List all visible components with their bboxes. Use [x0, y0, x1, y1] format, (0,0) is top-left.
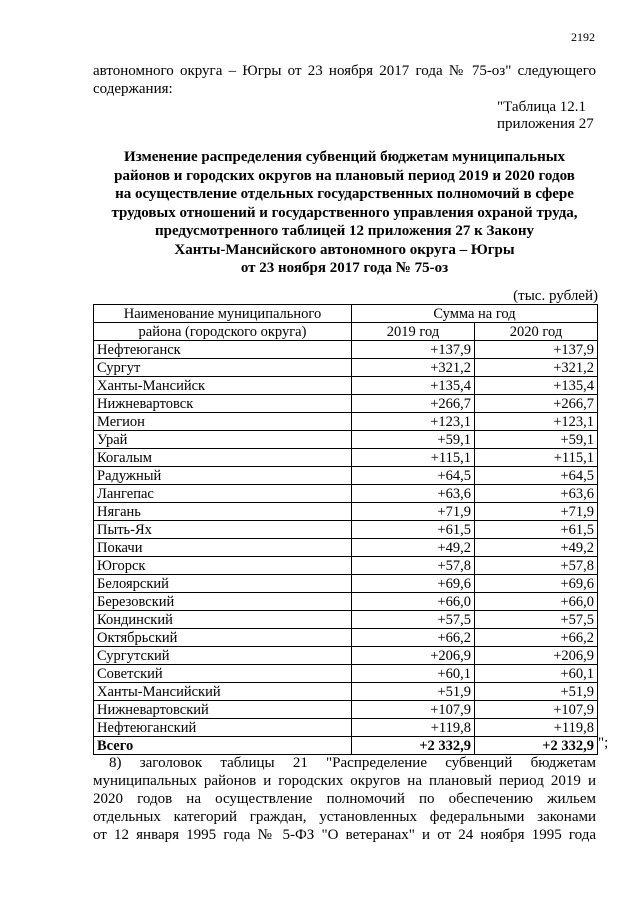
row-name: Нефтеюганский [94, 719, 352, 737]
row-2020: +137,9 [475, 341, 598, 359]
row-2020: +123,1 [475, 413, 598, 431]
total-row [94, 737, 598, 755]
row-2020: +66,0 [475, 593, 598, 611]
row-2019: +66,2 [352, 629, 475, 647]
header-name-line: Наименование муниципального [123, 305, 322, 322]
row-name: Ханты-Мансийск [94, 377, 352, 395]
paragraph-line: отдельных категорий граждан, установленных федеральными законами [93, 809, 596, 825]
row-name: Нижневартовский [94, 701, 352, 719]
closing-mark: "; [598, 735, 609, 751]
row-2020: +63,6 [475, 485, 598, 503]
table-body [94, 341, 598, 755]
table-row [94, 629, 598, 647]
row-name: Урай [94, 431, 352, 449]
table-row [94, 575, 598, 593]
row-2020: +59,1 [475, 431, 598, 449]
table-row [94, 701, 598, 719]
table-row [94, 449, 598, 467]
row-2020: +266,7 [475, 395, 598, 413]
row-2019: +135,4 [352, 377, 475, 395]
row-name: Лангепас [94, 485, 352, 503]
row-2020: +60,1 [475, 665, 598, 683]
row-2019: +49,2 [352, 539, 475, 557]
title-line: трудовых отношений и государственного управления охраной труда, [111, 204, 578, 221]
row-2020: +57,5 [475, 611, 598, 629]
row-2019: +206,9 [352, 647, 475, 665]
row-2020: +64,5 [475, 467, 598, 485]
row-2019: +123,1 [352, 413, 475, 431]
row-name: Югорск [94, 557, 352, 575]
row-2019: +63,6 [352, 485, 475, 503]
header-sum: Сумма на год [352, 305, 598, 323]
intro-line: содержания: [93, 81, 173, 97]
header-name: района (городского округа) [94, 323, 352, 341]
row-2019: +107,9 [352, 701, 475, 719]
header-name [94, 305, 352, 323]
table-row [94, 521, 598, 539]
row-name: Сургутский [94, 647, 352, 665]
title-line: от 23 ноября 2017 года № 75-оз [240, 260, 449, 276]
table-row [94, 539, 598, 557]
table-row [94, 341, 598, 359]
row-2019: +266,7 [352, 395, 475, 413]
table-header-row [94, 305, 598, 323]
row-2020: +61,5 [475, 521, 598, 539]
row-2020: +107,9 [475, 701, 598, 719]
row-2019: +119,8 [352, 719, 475, 737]
title-line: предусмотренного таблицей 12 приложения 27 к Закону [154, 223, 535, 239]
row-2020: +69,6 [475, 575, 598, 593]
row-name: Октябрьский [94, 629, 352, 647]
row-2020: +51,9 [475, 683, 598, 701]
table-row [94, 557, 598, 575]
table-row [94, 503, 598, 521]
table-row [94, 485, 598, 503]
table-row [94, 377, 598, 395]
table-row [94, 611, 598, 629]
row-name: Нефтеюганск [94, 341, 352, 359]
row-name: Когалым [94, 449, 352, 467]
row-2019: +57,5 [352, 611, 475, 629]
row-name: Белоярский [94, 575, 352, 593]
paragraph-line-text: 8) заголовок таблицы 21 "Распределение субвенций бюджетам [109, 755, 596, 771]
row-2020: +115,1 [475, 449, 598, 467]
row-2019: +64,5 [352, 467, 475, 485]
row-2019: +71,9 [352, 503, 475, 521]
title-line: районов и городских округов на плановый период 2019 и 2020 годов [114, 167, 575, 184]
row-2019: +57,8 [352, 557, 475, 575]
row-name: Березовский [94, 593, 352, 611]
table-row [94, 413, 598, 431]
row-2019: +69,6 [352, 575, 475, 593]
subvention-table [93, 304, 598, 755]
table-header-row [94, 323, 598, 341]
table-row [94, 593, 598, 611]
row-name: Сургут [94, 359, 352, 377]
table-row [94, 719, 598, 737]
row-2020: +71,9 [475, 503, 598, 521]
row-2020: +206,9 [475, 647, 598, 665]
row-2019: +61,5 [352, 521, 475, 539]
total-name: Всего [94, 737, 352, 755]
row-name: Пыть-Ях [94, 521, 352, 539]
row-name: Ханты-Мансийский [94, 683, 352, 701]
row-2019: +59,1 [352, 431, 475, 449]
title-line: Изменение распределения субвенций бюджетам муниципальных [124, 149, 565, 165]
row-name: Мегион [94, 413, 352, 431]
table-row [94, 359, 598, 377]
paragraph-line: от 12 января 1995 года № 5-ФЗ "О ветеранах" и от 24 ноября 1995 года [93, 827, 596, 843]
row-name: Покачи [94, 539, 352, 557]
row-2020: +119,8 [475, 719, 598, 737]
title-line: Ханты-Мансийского автономного округа – Югры [174, 241, 515, 258]
intro-line: автономного округа – Югры от 23 ноября 2017 года № 75-оз" следующего [93, 63, 596, 79]
page-number: 2192 [571, 30, 595, 44]
row-name: Советский [94, 665, 352, 683]
table-caption: приложения 27 [497, 116, 594, 132]
table-caption: "Таблица 12.1 [497, 99, 587, 115]
row-2020: +66,2 [475, 629, 598, 647]
row-2020: +57,8 [475, 557, 598, 575]
table-row [94, 467, 598, 485]
row-2020: +135,4 [475, 377, 598, 395]
table-row [94, 665, 598, 683]
row-2019: +66,0 [352, 593, 475, 611]
header-2020: 2020 год [475, 323, 598, 341]
row-2019: +321,2 [352, 359, 475, 377]
paragraph-line [93, 754, 596, 772]
row-2019: +115,1 [352, 449, 475, 467]
total-2019: +2 332,9 [352, 737, 475, 755]
table-row [94, 647, 598, 665]
units-label: (тыс. рублей) [513, 288, 598, 304]
row-2019: +51,9 [352, 683, 475, 701]
paragraph-line: 2020 годов на осуществление полномочий по обеспечению жильем [93, 791, 596, 807]
total-2020: +2 332,9 [475, 737, 598, 755]
table-row [94, 683, 598, 701]
table-row [94, 431, 598, 449]
row-name: Нижневартовск [94, 395, 352, 413]
row-name: Нягань [94, 503, 352, 521]
row-name: Кондинский [94, 611, 352, 629]
row-2020: +321,2 [475, 359, 598, 377]
title-line: на осуществление отдельных государственных полномочий в сфере [115, 186, 574, 202]
row-2020: +49,2 [475, 539, 598, 557]
row-2019: +60,1 [352, 665, 475, 683]
header-2019: 2019 год [352, 323, 475, 341]
document-title [93, 148, 596, 278]
paragraph-line: муниципальных районов и городских округов на плановый период 2019 и [93, 773, 596, 789]
row-name: Радужный [94, 467, 352, 485]
table-row [94, 395, 598, 413]
row-2019: +137,9 [352, 341, 475, 359]
